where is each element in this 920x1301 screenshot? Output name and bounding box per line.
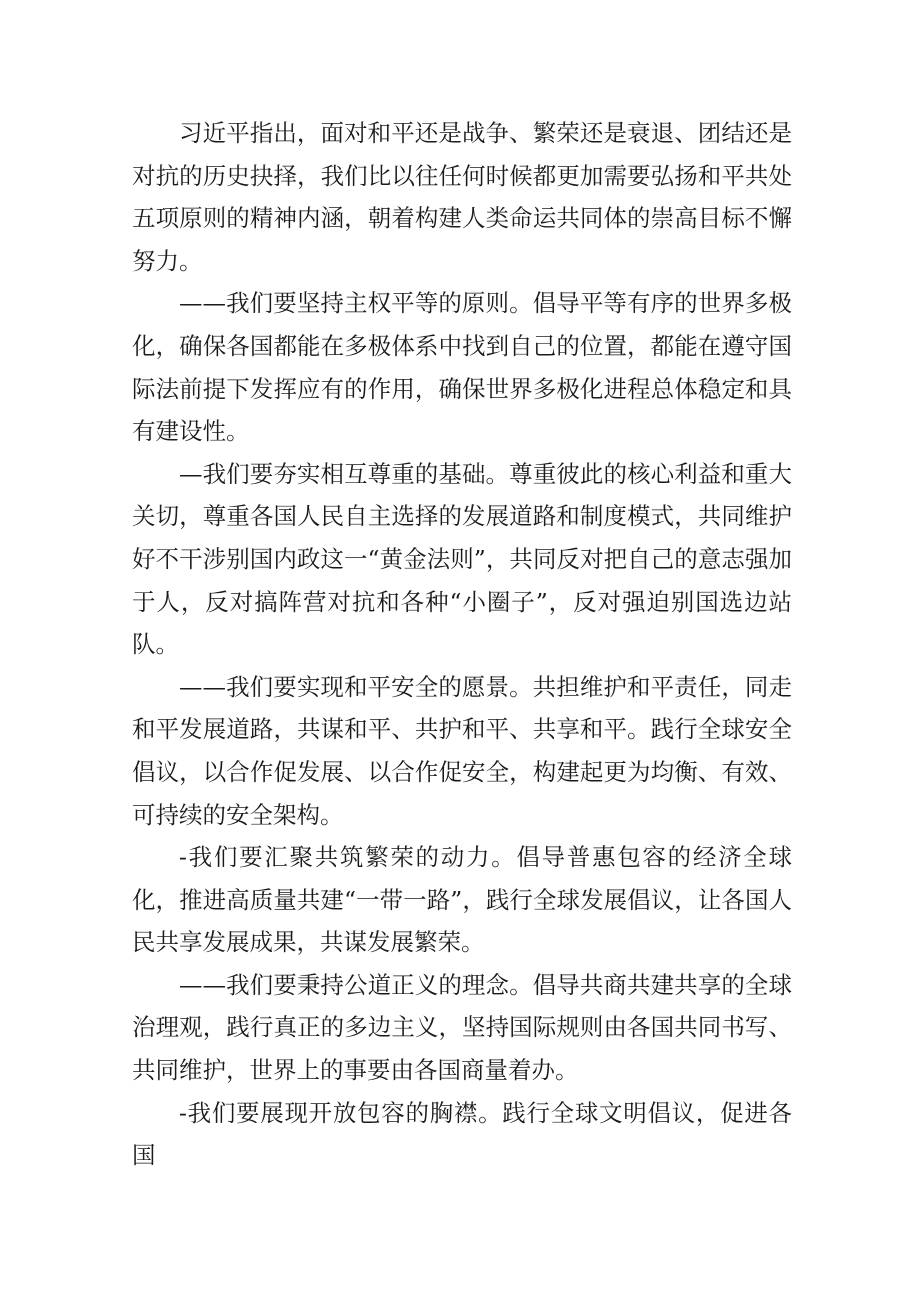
paragraph-peace-security: ——我们要实现和平安全的愿景。共担维护和平责任，同走和平发展道路，共谋和平、共护和平、共享和平。践行全球安全倡议，以合作促发展、以合作促安全，构建起更为均衡、有效、可持续的安全架构。 [132,672,792,829]
paragraph-mutual-respect: —我们要夯实相互尊重的基础。尊重彼此的核心利益和重大关切，尊重各国人民自主选择的发展道路和制度模式，共同维护好不干涉别国内政这一“黄金法则”，共同反对把自己的意志强加于人，反对搞阵营对抗和各种“小圈子”，反对强迫别国选边站队。 [132,459,792,659]
paragraph-sovereign-equality: ——我们要坚持主权平等的原则。倡导平等有序的世界多极化，确保各国都能在多极体系中找到自己的位置，都能在遵守国际法前提下发挥应有的作用，确保世界多极化进程总体稳定和具有建设性。 [132,289,792,446]
paragraph-fairness-justice: ——我们要秉持公道正义的理念。倡导共商共建共享的全球治理观，践行真正的多边主义，坚持国际规则由各国共同书写、共同维护，世界上的事要由各国商量着办。 [132,970,792,1085]
paragraph-intro: 习近平指出，面对和平还是战争、繁荣还是衰退、团结还是对抗的历史抉择，我们比以往任何时候都更加需要弘扬和平共处五项原则的精神内涵，朝着构建人类命运共同体的崇高目标不懈努力。 [132,119,792,275]
paragraph-prosperity: -我们要汇聚共筑繁荣的动力。倡导普惠包容的经济全球化，推进高质量共建“一带一路”，践行全球发展倡议，让各国人民共享发展成果，共谋发展繁荣。 [132,843,792,957]
paragraph-openness: -我们要展现开放包容的胸襟。践行全球文明倡议，促进各国 [132,1098,792,1170]
document-body [132,112,792,1177]
